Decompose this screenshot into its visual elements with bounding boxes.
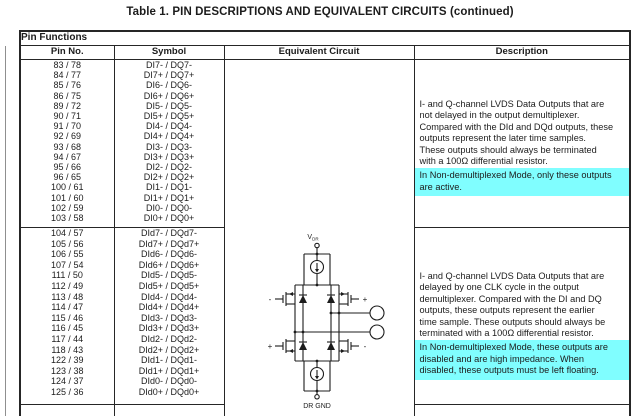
column-header-symbol: Symbol (114, 46, 224, 60)
svg-text:+: + (362, 295, 367, 304)
mosfet-bottom-left-icon (267, 339, 294, 353)
diode-top-right-icon (327, 285, 335, 313)
table-section-row (20, 31, 630, 46)
page-edge-line (5, 46, 6, 416)
description-group-2 (414, 228, 630, 405)
symbols-group-3 (114, 405, 224, 416)
description-highlight: In Non-demultiplexed Mode, only these outputs are active. (415, 168, 630, 196)
svg-text:-: - (363, 342, 366, 351)
column-header-equivalent-circuit: Equivalent Circuit (224, 46, 414, 60)
table-header-row (20, 46, 630, 60)
mosfet-bottom-right-icon (339, 339, 367, 353)
svg-text:VDR: $V_{DR}$ (306, 234, 319, 242)
svg-text:DR GND: DR GND (302, 403, 331, 410)
top-current-source-icon (304, 254, 330, 286)
page-title: Table 1. PIN DESCRIPTIONS AND EQUIVALENT CIRCUITS (continued) (126, 6, 514, 18)
lvds-output-equivalent-circuit-diagram (225, 228, 415, 414)
diode-top-left-icon (299, 285, 307, 332)
description-text: I- and Q-channel LVDS Data Outputs that are not delayed in the output demultiplexer. Compared with the DId and DQd outputs, these outputs represent the later time samples. These outputs should always be terminated with a 100Ω differential resistor. (419, 99, 614, 167)
mosfet-top-left-icon (268, 292, 294, 306)
mosfet-top-right-icon (339, 292, 368, 306)
section-header: Pin Functions (20, 31, 630, 46)
bottom-current-source-icon (304, 360, 330, 393)
equivalent-circuit-cell (224, 60, 414, 416)
description-highlight: In Non-demultiplexed Mode, these outputs are disabled and are high impedance. When disabled, these outputs must be left floating. (415, 340, 630, 379)
description-group-1 (414, 60, 630, 228)
column-header-description: Description (414, 46, 630, 60)
output-terminal-minus-icon (370, 325, 384, 339)
symbols-group-1: DI7- / DQ7- DI7+ / DQ7+ DI6- / DQ6- DI6+ / DQ6+ DI5- / DQ5- DI5+ / DQ5+ DI4- / DQ4- DI4+ / DQ4+ DI3- / DQ3- DI3+ / DQ3+ DI2- / DQ2- DI2+ / DQ2+ DI1- / DQ1- DI1+ / DQ1+ DI0- / DQ0- DI0+ / DQ0+ (114, 60, 224, 228)
diode-bottom-right-icon (327, 313, 335, 361)
pin-numbers-group-2: 104 / 57 105 / 56 106 / 55 107 / 54 111 / 50 112 / 49 113 / 48 114 / 47 115 / 46 116 / 45 117 / 44 118 / 43 122 / 39 123 / 38 124 / 37 125 / 36 (20, 228, 114, 405)
description-group-3 (414, 405, 630, 416)
column-header-pin-no: Pin No. (20, 46, 114, 60)
output-terminal-plus-icon (370, 306, 384, 320)
vdr-terminal-icon (307, 234, 319, 255)
pin-numbers-group-1: 83 / 78 84 / 77 85 / 76 86 / 75 89 / 72 90 / 71 91 / 70 92 / 69 93 / 68 94 / 67 95 / 66 96 / 65 100 / 61 101 / 60 102 / 59 103 / 58 (20, 60, 114, 228)
ground-terminal-icon (303, 391, 331, 410)
diode-bottom-left-icon (299, 332, 307, 361)
svg-text:-: - (268, 295, 271, 304)
symbols-group-2: DId7- / DQd7- DId7+ / DQd7+ DId6- / DQd6- DId6+ / DQd6+ DId5- / DQd5- DId5+ / DQd5+ DId4- / DQd4- DId4+ / DQd4+ DId3- / DQd3- DId3+ / DQd3+ DId2- / DQd2- DId2+ / DQd2+ DId1- / DQd1- DId1+ / DQd1+ DId0- / DQd0- DId0+ / DQd0+ (114, 228, 224, 405)
pin-numbers-group-3 (20, 405, 114, 416)
table-row-group-1 (20, 60, 630, 228)
svg-text:+: + (267, 342, 272, 351)
pin-descriptions-table (19, 30, 631, 416)
description-text: I- and Q-channel LVDS Data Outputs that are delayed by one CLK cycle in the output demultiplexer. Compared with the DI and DQ outputs, these outputs represent the earlier time sample. These outputs should always be terminated with a 100Ω differential resistor. (419, 271, 606, 339)
